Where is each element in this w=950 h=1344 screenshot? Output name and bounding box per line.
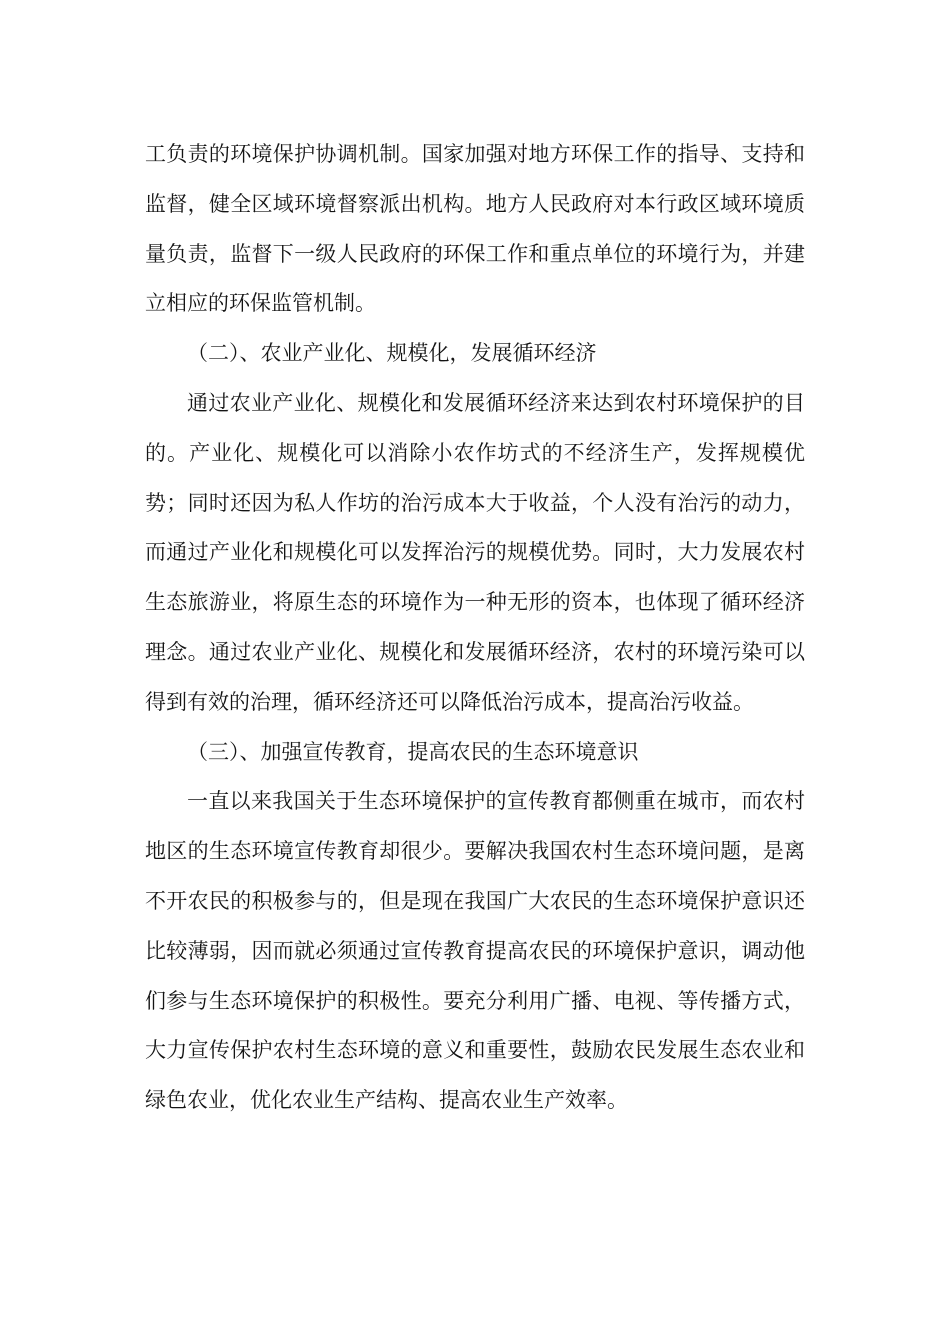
paragraph-continuation: 工负责的环境保护协调机制。国家加强对地方环保工作的指导、支持和监督，健全区域环境督察派出机构。地方人民政府对本行政区域环境质量负责，监督下一级人民政府的环保工作和重点单位的环境行为，并建立相应的环保监管机制。 xyxy=(145,142,805,316)
paragraph-circular-economy: 通过农业产业化、规模化和发展循环经济来达到农村环境保护的目的。产业化、规模化可以消除小农作坊式的不经济生产，发挥规模优势；同时还因为私人作坊的治污成本大于收益，个人没有治污的动力，而通过产业化和规模化可以发挥治污的规模优势。同时，大力发展农村生态旅游业，将原生态的环境作为一种无形的资本，也体现了循环经济理念。通过农业产业化、规模化和发展循环经济，农村的环境污染可以得到有效的治理，循环经济还可以降低治污成本，提高治污收益。 xyxy=(145,390,805,714)
paragraph-education: 一直以来我国关于生态环境保护的宣传教育都侧重在城市，而农村地区的生态环境宣传教育却很少。要解决我国农村生态环境问题，是离不开农民的积极参与的，但是现在我国广大农民的生态环境保护意识还比较薄弱，因而就必须通过宣传教育提高农民的环境保护意识，调动他们参与生态环境保护的积极性。要充分利用广播、电视、等传播方式，大力宣传保护农村生态环境的意义和重要性，鼓励农民发展生态农业和绿色农业，优化农业生产结构、提高农业生产效率。 xyxy=(145,789,805,1113)
section-heading-2: （二）、农业产业化、规模化，发展循环经济 xyxy=(187,341,597,366)
section-heading-3: （三）、加强宣传教育，提高农民的生态环境意识 xyxy=(187,739,639,764)
document-page xyxy=(145,130,805,1126)
